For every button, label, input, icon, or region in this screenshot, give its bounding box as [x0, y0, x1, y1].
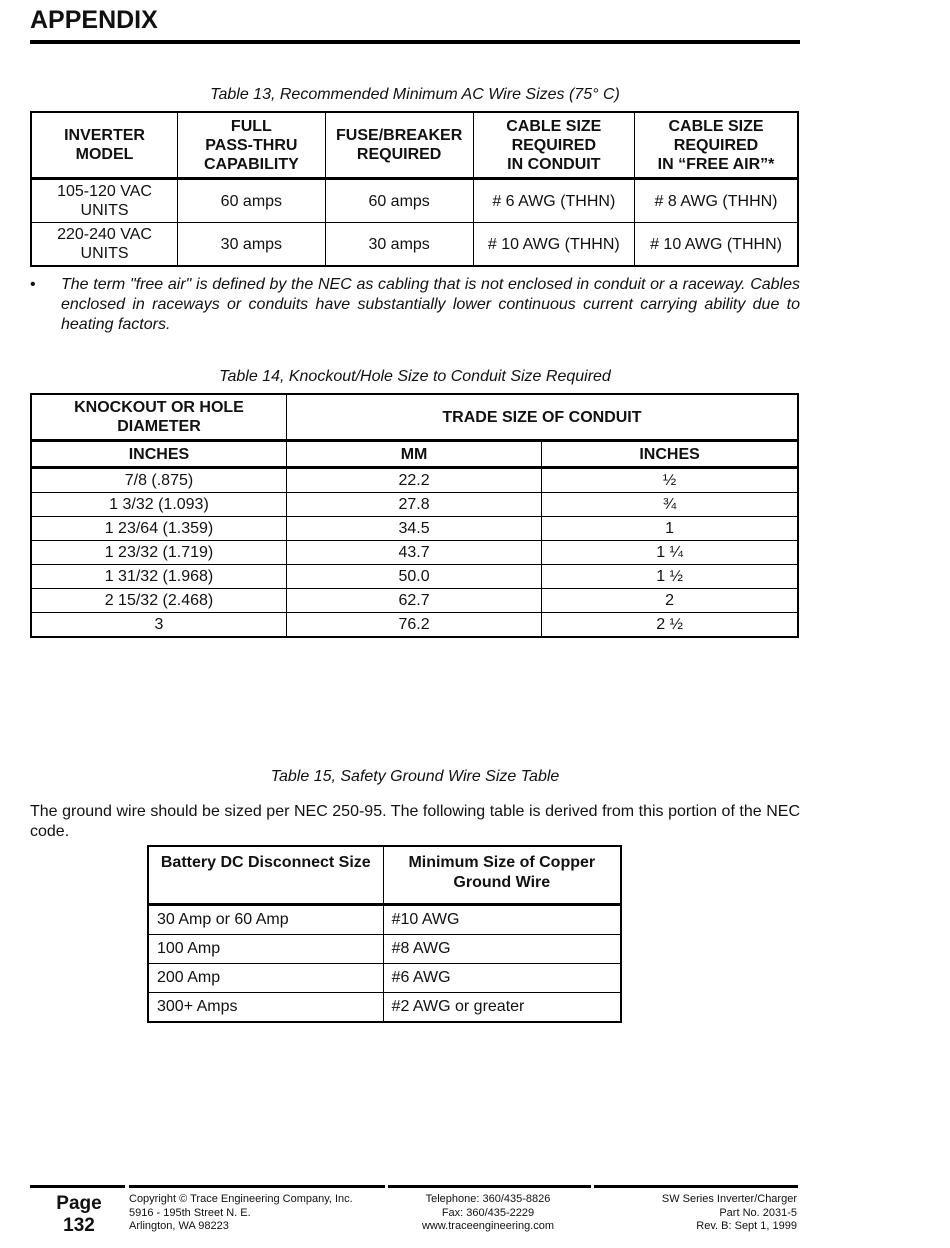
table-row	[31, 565, 798, 589]
cell-conduit: # 10 AWG (THHN)	[473, 223, 634, 267]
cell-hole-inches: 7/8 (.875)	[31, 468, 286, 493]
footer-rule	[129, 1185, 385, 1188]
cell-free-air: # 8 AWG (THHN)	[635, 179, 798, 223]
header-knockout-diameter: KNOCKOUT OR HOLE DIAMETER	[31, 394, 286, 441]
cell-ground-wire: #2 AWG or greater	[383, 993, 621, 1023]
header-inverter-model: INVERTER MODEL	[31, 112, 178, 179]
cell-mm: 62.7	[286, 589, 541, 613]
cell-disconnect: 300+ Amps	[148, 993, 383, 1023]
ground-wire-table	[147, 845, 622, 1023]
table-row	[31, 541, 798, 565]
cell-free-air: # 10 AWG (THHN)	[635, 223, 798, 267]
ground-wire-intro: The ground wire should be sized per NEC 250-95. The following table is derived from this portion of the NEC code.	[30, 803, 800, 840]
footer-rule	[30, 1185, 125, 1188]
cell-mm: 34.5	[286, 517, 541, 541]
footer-product: SW Series Inverter/Charger Part No. 2031-5 Rev. B: Sept 1, 1999	[661, 1193, 797, 1232]
header-cable-conduit: CABLE SIZE REQUIRED IN CONDUIT	[473, 112, 634, 179]
knockout-conduit-table	[30, 393, 799, 638]
header-disconnect-size: Battery DC Disconnect Size	[148, 846, 383, 905]
header-trade-size: TRADE SIZE OF CONDUIT	[286, 394, 798, 441]
footer-contact: Telephone: 360/435-8826 Fax: 360/435-2229 www.traceengineering.com	[421, 1193, 555, 1232]
table-row	[148, 935, 621, 964]
cell-conduit-inches: 2 ½	[542, 613, 798, 638]
cell-disconnect: 200 Amp	[148, 964, 383, 993]
cell-disconnect: 30 Amp or 60 Amp	[148, 905, 383, 935]
cell-mm: 22.2	[286, 468, 541, 493]
cell-disconnect: 100 Amp	[148, 935, 383, 964]
cell-conduit-inches: ½	[542, 468, 798, 493]
cell-hole-inches: 1 3/32 (1.093)	[31, 493, 286, 517]
header-min-copper: Minimum Size of Copper Ground Wire	[383, 846, 621, 905]
cell-hole-inches: 1 31/32 (1.968)	[31, 565, 286, 589]
cell-mm: 43.7	[286, 541, 541, 565]
subheader-inches: INCHES	[31, 441, 286, 468]
subheader-mm: MM	[286, 441, 541, 468]
cell-conduit-inches: 1 ½	[542, 565, 798, 589]
cell-mm: 76.2	[286, 613, 541, 638]
cell-ground-wire: #10 AWG	[383, 905, 621, 935]
cell-hole-inches: 1 23/64 (1.359)	[31, 517, 286, 541]
page-number: Page 132	[56, 1193, 102, 1236]
table-row	[148, 905, 621, 935]
table-header-row	[31, 394, 798, 441]
table-row	[31, 517, 798, 541]
header-cable-free-air: CABLE SIZE REQUIRED IN “FREE AIR”*	[635, 112, 798, 179]
table-header-row	[31, 112, 798, 179]
cell-breaker: 30 amps	[325, 223, 473, 267]
table15-caption: Table 15, Safety Ground Wire Size Table	[270, 768, 560, 785]
cell-model: 105-120 VAC UNITS	[31, 179, 178, 223]
table-subheader-row	[31, 441, 798, 468]
cell-hole-inches: 1 23/32 (1.719)	[31, 541, 286, 565]
cell-hole-inches: 2 15/32 (2.468)	[31, 589, 286, 613]
cell-ground-wire: #8 AWG	[383, 935, 621, 964]
table-row	[31, 179, 798, 223]
ac-wire-size-table	[30, 111, 799, 267]
table-row	[148, 964, 621, 993]
footer-rule	[388, 1185, 591, 1188]
note-text: The term "free air" is defined by the NEC as cabling that is not enclosed in conduit or a raceway. Cables enclosed in raceways or conduits have substantially lower continuous current carrying ability due to heating factors.	[61, 276, 800, 333]
cell-breaker: 60 amps	[325, 179, 473, 223]
cell-conduit: # 6 AWG (THHN)	[473, 179, 634, 223]
table-row	[31, 468, 798, 493]
cell-conduit-inches: 2	[542, 589, 798, 613]
table14-caption: Table 14, Knockout/Hole Size to Conduit Size Required	[219, 368, 611, 385]
table-row	[148, 993, 621, 1023]
table13-caption: Table 13, Recommended Minimum AC Wire Sizes (75° C)	[210, 86, 620, 103]
cell-ground-wire: #6 AWG	[383, 964, 621, 993]
cell-pass-thru: 30 amps	[178, 223, 326, 267]
table-row	[31, 223, 798, 267]
header-pass-thru: FULL PASS-THRU CAPABILITY	[178, 112, 326, 179]
page-title: APPENDIX	[30, 6, 158, 34]
footer-rule	[594, 1185, 798, 1188]
table-row	[31, 613, 798, 638]
cell-model: 220-240 VAC UNITS	[31, 223, 178, 267]
cell-conduit-inches: 1	[542, 517, 798, 541]
cell-conduit-inches: ¾	[542, 493, 798, 517]
cell-conduit-inches: 1 ¼	[542, 541, 798, 565]
table-header-row	[148, 846, 621, 905]
header-fuse-breaker: FUSE/BREAKER REQUIRED	[325, 112, 473, 179]
cell-mm: 50.0	[286, 565, 541, 589]
bullet: •	[30, 276, 36, 293]
table-row	[31, 493, 798, 517]
cell-mm: 27.8	[286, 493, 541, 517]
header-rule	[30, 40, 800, 44]
subheader-inches: INCHES	[542, 441, 798, 468]
table-row	[31, 589, 798, 613]
cell-pass-thru: 60 amps	[178, 179, 326, 223]
cell-hole-inches: 3	[31, 613, 286, 638]
footer-copyright: Copyright © Trace Engineering Company, Inc. 5916 - 195th Street N. E. Arlington, WA 98223	[129, 1193, 353, 1232]
free-air-note	[30, 275, 800, 335]
